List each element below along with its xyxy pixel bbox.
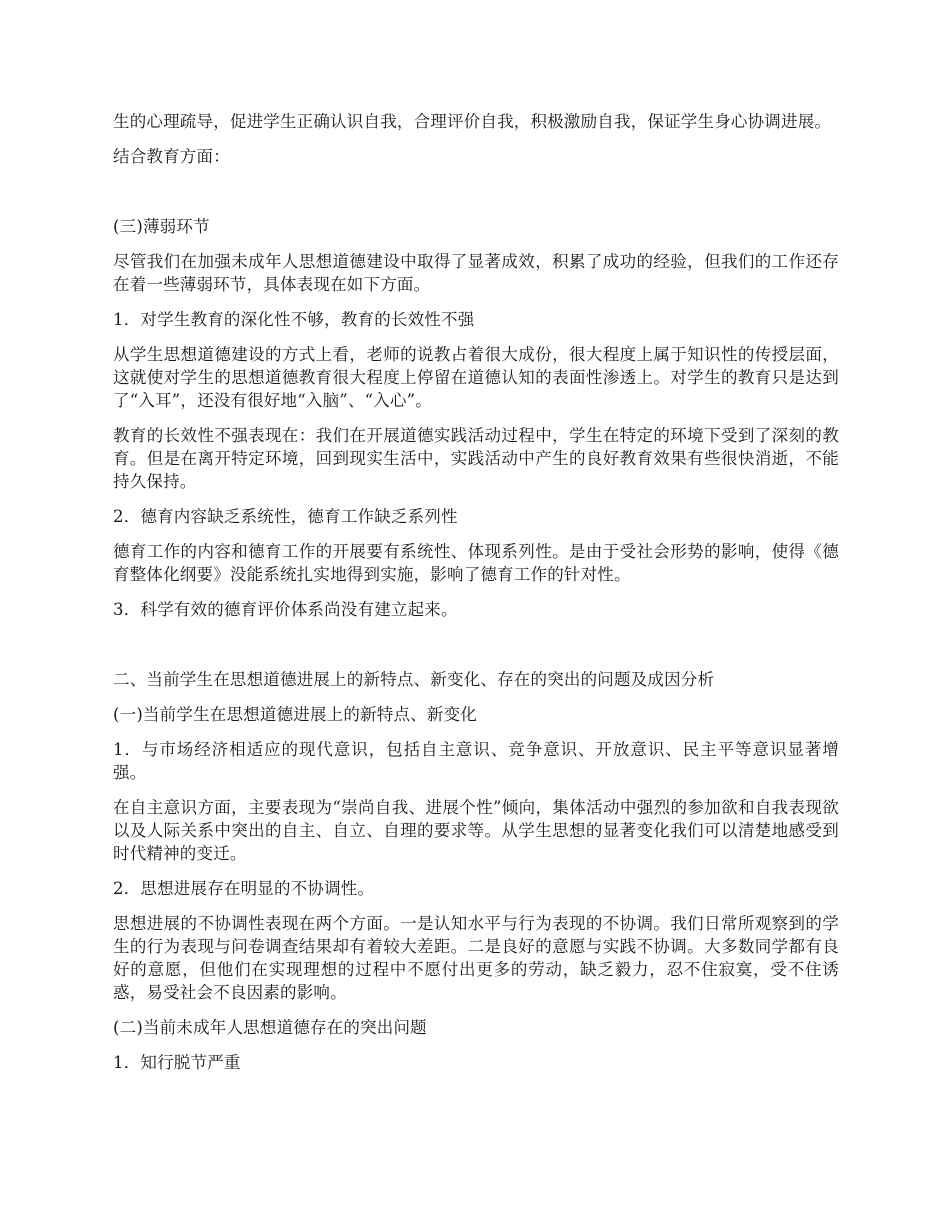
paragraph-continuation: 生的心理疏导，促进学生正确认识自我，合理评价自我，积极激励自我，保证学生身心协调进展。 xyxy=(113,112,832,131)
list-heading-2-incoordination: 2．思想进展存在明显的不协调性。 xyxy=(113,879,375,898)
section-heading-part-two: 二、当前学生在思想道德进展上的新特点、新变化、存在的突出的问题及成因分析 xyxy=(113,670,715,689)
subsection-heading-new-features: (一)当前学生在思想道德进展上的新特点、新变化 xyxy=(113,705,477,724)
list-heading-1-knowledge-action-gap: 1．知行脱节严重 xyxy=(113,1053,241,1072)
paragraph-combined-education: 结合教育方面： xyxy=(113,147,230,166)
document-body xyxy=(113,110,839,1086)
paragraph-systematic-detail: 德育工作的内容和德育工作的开展要有系统性、体现系列性。是由于受社会形势的影响，使得《德育整体化纲要》没能系统扎实地得到实施，影响了德育工作的针对性。 xyxy=(113,542,839,584)
paragraph-weak-links-intro: 尽管我们在加强未成年人思想道德建设中取得了显著成效，积累了成功的经验，但我们的工作还存在着一些薄弱环节，具体表现在如下方面。 xyxy=(113,252,839,294)
paragraph-autonomy-awareness: 在自主意识方面，主要表现为“崇尚自我、进展个性”倾向，集体活动中强烈的参加欲和自我表现欲以及人际关系中突出的自主、自立、自理的要求等。从学生思想的显著变化我们可以清楚地感受到时代精神的变迁。 xyxy=(113,798,839,863)
list-heading-1-modern-awareness: 1．与市场经济相适应的现代意识，包括自主意识、竞争意识、开放意识、民主平等意识显著增强。 xyxy=(113,740,839,782)
paragraph-long-term-effect: 教育的长效性不强表现在：我们在开展道德实践活动过程中，学生在特定的环境下受到了深刻的教育。但是在离开特定环境，回到现实生活中，实践活动中产生的良好教育效果有些很快消逝，不能持久保持。 xyxy=(113,426,839,491)
list-heading-1-depth: 1．对学生教育的深化性不够，教育的长效性不强 xyxy=(113,310,475,329)
paragraph-depth-detail: 从学生思想道德建设的方式上看，老师的说教占着很大成份，很大程度上属于知识性的传授层面，这就使对学生的思想道德教育很大程度上停留在道德认知的表面性渗透上。对学生的教育只是达到了“入耳”，还没有很好地“入脑”、“入心”。 xyxy=(113,345,839,410)
list-heading-2-systematic: 2．德育内容缺乏系统性，德育工作缺乏系列性 xyxy=(113,507,458,526)
paragraph-incoordination-detail: 思想进展的不协调性表现在两个方面。一是认知水平与行为表现的不协调。我们日常所观察到的学生的行为表现与问卷调查结果却有着较大差距。二是良好的意愿与实践不协调。大多数同学都有良好的意愿，但他们在实现理想的过程中不愿付出更多的劳动，缺乏毅力，忍不住寂寞，受不住诱惑，易受社会不良因素的影响。 xyxy=(113,914,839,1002)
section-heading-weak-links: (三)薄弱环节 xyxy=(113,217,210,236)
subsection-heading-prominent-problems: (二)当前未成年人思想道德存在的突出问题 xyxy=(113,1018,427,1037)
list-heading-3-evaluation: 3．科学有效的德育评价体系尚没有建立起来。 xyxy=(113,600,458,619)
